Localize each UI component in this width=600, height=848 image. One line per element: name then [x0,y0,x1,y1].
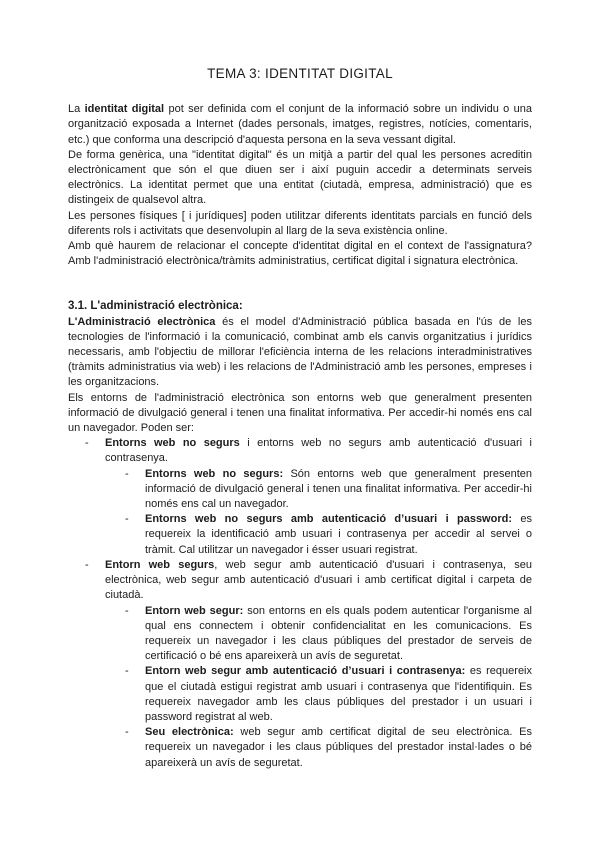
list-item-text [145,605,532,663]
list-item-level-2 [68,604,532,665]
text-run-bold: Entorns web no segurs [105,437,240,450]
text-run-bold: identitat digital [84,103,165,116]
text-run-bold: Entorn web segur: [145,604,244,617]
list-item-level-2 [68,725,532,771]
text-run: és el model d'Administració pública basada en l'ús de les tecnologies de l'informació i la comunicació, combinat amb els canvis organitzatius i jurídics necessaris, amb l'objectiu de millorar l'eficiència interna de les relacions interadministratives (tràmits administratius via web) i les relacions de l'Administració amb les persones, empreses i les organitzacions. [68,315,532,389]
text-run-bold: Entorns web no segurs amb autenticació d’usuari i password: [145,513,512,526]
text-run: De forma genèrica, una "identitat digital" és un mitjà a partir del qual les persones acreditin electrònicament que són el que diuen ser i així puguin accedir a determinats serveis electrònics. La identitat permet que una entitat (ciutadà, empresa, administració) que es distingeix de qualsevol altra. [68,148,532,207]
list-item-level-2 [68,664,532,725]
document-title: TEMA 3: IDENTITAT DIGITAL [207,66,393,81]
paragraph [68,148,532,209]
text-run-bold: Entorns web no segurs: [145,467,284,480]
list-item-level-2 [68,512,532,558]
text-run-bold: L'Administració electrònica [68,315,216,328]
list-item-text [105,559,532,601]
bullet-dash: - [125,513,129,526]
list-item-level-2 [68,467,532,513]
text-run: web segur amb certificat digital de seu electrònica. Es requereix un navegador i les claus públiques del prestador instal·lades o bé apareixerà un avís de seguretat. [145,726,533,769]
text-run: son entorns en els quals podem autenticar l'organisme al qual ens connectem i obtenir confidencialitat en les comunicacions. Es requereix un navegador i les claus públiques del prestador de serveis de certificació o bé ens apareixerà un avís de seguretat. [145,604,532,663]
bullet-dash: - [125,604,129,617]
text-run: pot ser definida com el conjunt de la informació sobre un individu o una organització exposada a Internet (dades personals, imatges, registres, notícies, comentaris, etc.) que conforma una descripció d'aquesta persona en la seva vessant digital. [68,103,532,146]
document-body [68,102,532,771]
text-run: Les persones físiques [ i jurídiques] poden utilitzar diferents identitats parcials en funció dels diferents rols i activitats que desenvolupin al llarg de la seva existència online. [68,209,532,237]
paragraph [68,391,532,437]
paragraph [68,102,532,148]
text-run-bold: Entorn web segurs [105,558,215,571]
list-item-text [145,665,532,723]
bullet-dash: - [125,726,129,739]
list-item-text [145,513,532,555]
text-run: La [68,103,85,116]
text-run-bold: Entorn web segur amb autenticació d’usuari i contrasenya: [145,665,466,678]
text-run: i entorns web no segurs amb autenticació d'usuari i contrasenya. [105,437,532,465]
list-item-text [105,437,532,464]
list-item-level-1 [68,436,532,466]
bullet-dash: - [125,467,129,480]
list-item-level-1 [68,558,532,604]
text-run: , web segur amb autenticació d'usuari i contrasenya, seu electrònica, web segur amb autenticació d'usuari i amb certificat digital i carpeta de ciutadà. [105,558,532,602]
bullet-dash: - [85,558,89,571]
bullet-dash: - [125,665,129,678]
text-run: es requereix la identificació amb usuari i contrasenya per accedir al servei o tràmit. Cal utilitzar un navegador i ésser usuari registrat. [145,513,532,556]
paragraph [68,209,532,239]
text-run: Són entorns web que generalment presenten informació de divulgació general i tenen una finalitat informativa. Per accedir-hi només ens cal un navegador. [145,467,532,511]
section-heading: 3.1. L'administració electrònica: [68,300,243,313]
text-run: es requereix que el ciutadà estigui registrat amb usuari i contrasenya que l'identifiquin. Es requereix navegador amb les claus públiques del prestador i un usuari i password registrat al web. [145,665,533,723]
paragraph [68,239,532,269]
bullet-dash: - [85,437,89,450]
list-item-text [145,468,532,510]
text-run: Els entorns de l'administració electrònica son entorns web que generalment presenten informació de divulgació general i tenen una finalitat informativa. Per accedir-hi només ens cal un navegador. Poden ser: [68,391,532,435]
text-run: Amb què haurem de relacionar el concepte d'identitat digital en el context de l'assignatura? Amb l'administració electrònica/tràmits administratius, certificat digital i signatura electrònica. [68,240,532,268]
paragraph [68,315,532,391]
list-item-text [145,726,532,768]
text-run-bold: Seu electrònica: [145,726,234,739]
